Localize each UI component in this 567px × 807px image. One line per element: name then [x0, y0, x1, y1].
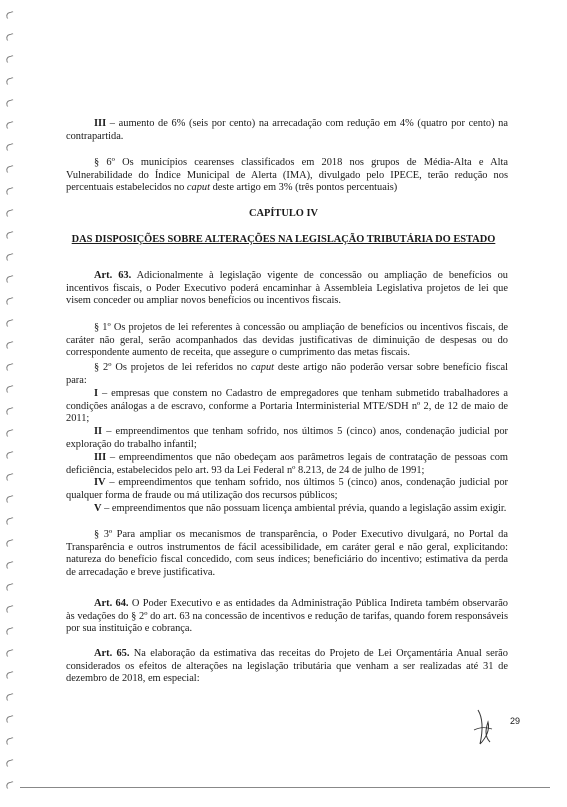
paragraph: [66, 270, 508, 308]
text-run: § 6º Os municípios cearenses classificados em 2018 nos grupos de Média-Alta e Alta Vulnerabilidade do Índice Municipal de Alerta (IMA), divulgado pelo IPECE, terão redução nos percentuais estabelecidos no: [66, 157, 508, 194]
paragraph: [66, 529, 508, 579]
paragraph: [66, 452, 508, 477]
text-run: caput: [186, 182, 210, 194]
text-run: caput: [250, 362, 275, 373]
paragraph: [66, 157, 508, 195]
text-run: § 1º Os projetos de lei referentes à concessão ou ampliação de benefícios ou incentivos fiscais, de caráter não geral, serão acompanhados das devidas justificativas de diminuição de despesas ou do correspondente aumento de receita, que assegure o cumprimento das metas fiscais.: [66, 322, 508, 359]
text-run: III: [94, 118, 107, 129]
text-run: – empreendimentos que tenham sofrido, nos últimos 5 (cinco) anos, condenação judicial por qualquer forma de fraude ou má utilização dos recursos públicos;: [66, 477, 508, 501]
paragraph: [66, 388, 508, 426]
paragraph: [66, 503, 508, 516]
paragraph: [66, 648, 508, 686]
text-run: Art. 63.: [94, 270, 132, 281]
paragraph: [66, 362, 508, 387]
text-run: deste artigo em 3% (três pontos percentuais): [209, 182, 398, 194]
paragraph: [66, 477, 508, 502]
text-run: Na elaboração da estimativa das receitas do Projeto de Lei Orçamentária Anual serão considerados os efeitos de alterações na legislação tributária que venham a ser realizadas até 31 de dezembro de 2018, em especial:: [66, 648, 508, 685]
chapter-title: DAS DISPOSIÇÕES SOBRE ALTERAÇÕES NA LEGISLAÇÃO TRIBUTÁRIA DO ESTADO: [71, 234, 496, 245]
text-run: – empreendimentos que não possuam licença ambiental prévia, quando a legislação assim exigir.: [101, 503, 507, 514]
text-run: III: [94, 452, 107, 463]
text-run: Adicionalmente à legislação vigente de concessão ou ampliação de benefícios ou incentivos fiscais, o Poder Executivo poderá encaminhar à Assembleia Legislativa projetos de lei que visem conceder ou ampliar novos benefícios ou incentivos fiscais.: [66, 270, 508, 307]
page-number: 29: [510, 716, 521, 726]
text-run: Art. 65.: [94, 648, 130, 659]
signature-initials: [470, 700, 510, 750]
paragraph: [66, 322, 508, 360]
text-run: V: [94, 503, 102, 514]
text-run: § 3º Para ampliar os mecanismos de transparência, o Poder Executivo divulgará, no Portal da Transparência e outros instrumentos de fácil acessibilidade, em caráter geral e não geral, explicitando: natureza do benefício fiscal concedido, com seus índices; beneficiário do incentivo; estimativa da perda de arrecadação e breve justificativa.: [66, 529, 508, 578]
text-run: Art. 64.: [94, 598, 129, 609]
text-run: O Poder Executivo e as entidades da Administração Pública Indireta também observarão às vedações do § 2º do art. 63 na concessão de incentivos e redução de tarifas, quando forem responsáveis por sua instituição e cobrança.: [66, 598, 508, 635]
paragraph: [66, 426, 508, 451]
paragraph: [66, 118, 508, 143]
paragraph: [66, 598, 508, 636]
text-run: – aumento de 6% (seis por cento) na arrecadação com redução em 4% (quatro por cento) na contrapartida.: [66, 118, 508, 142]
text-run: – empreendimentos que tenham sofrido, nos últimos 5 (cinco) anos, condenação judicial por exploração do trabalho infantil;: [66, 426, 508, 450]
text-run: § 2º Os projetos de lei referidos no: [94, 362, 251, 373]
text-run: – empreendimentos que não obedeçam aos parâmetros legais de contratação de pessoas com deficiência, estabelecidos pelo art. 93 da Lei Federal nº 8.213, de 24 de julho de 1991;: [66, 452, 508, 476]
text-run: IV: [94, 477, 106, 488]
footer-rule: [20, 787, 550, 788]
text-run: I: [94, 388, 99, 399]
text-run: deste artigo não poderão versar sobre benefício fiscal para:: [66, 362, 508, 386]
text-run: – empresas que constem no Cadastro de empregadores que tenham submetido trabalhadores a condições análogas a de escravo, conforme a Portaria Interministerial MTE/SDH nº 2, de 12 de maio de 2011;: [66, 388, 508, 425]
chapter-number: CAPÍTULO IV: [249, 208, 318, 219]
text-run: II: [94, 426, 103, 437]
